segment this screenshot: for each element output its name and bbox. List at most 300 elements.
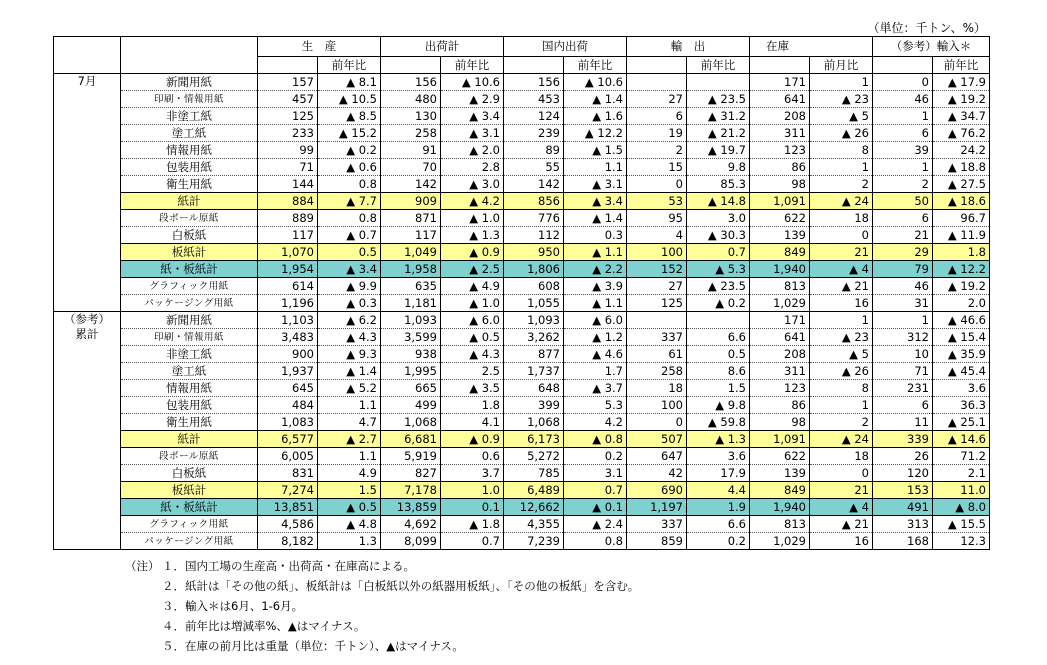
cell-prod-c: ▲ 4.3 xyxy=(318,329,381,346)
cell-inv: 123 xyxy=(750,380,810,397)
cell-imp-c: ▲ 18.8 xyxy=(933,159,990,176)
cell-imp-c: ▲ 15.5 xyxy=(933,516,990,533)
row-label: 塗工紙 xyxy=(121,363,258,380)
cell-imp: 46 xyxy=(873,91,933,108)
cell-exp-c: ▲ 23.5 xyxy=(687,91,750,108)
cell-inv: 849 xyxy=(750,244,810,261)
cell-dom-c: ▲ 0.8 xyxy=(564,431,627,448)
note-text: １．国内工場の生産高・出荷高・在庫高による。 xyxy=(162,559,415,573)
cell-ship-c: ▲ 0.5 xyxy=(441,329,504,346)
header-domestic: 国内出荷 xyxy=(504,37,627,57)
cell-ship: 258 xyxy=(381,125,441,142)
cell-dom: 6,489 xyxy=(504,482,564,499)
cell-inv-c: ▲ 21 xyxy=(810,516,873,533)
cell-prod: 99 xyxy=(258,142,318,159)
cell-imp-c: 36.3 xyxy=(933,397,990,414)
cell-inv: 813 xyxy=(750,278,810,295)
cell-ship-c: ▲ 4.9 xyxy=(441,278,504,295)
cell-imp: 491 xyxy=(873,499,933,516)
row-label: 段ボール原紙 xyxy=(121,210,258,227)
paper-statistics-table xyxy=(53,36,990,550)
cell-ship: 4,692 xyxy=(381,516,441,533)
cell-ship: 635 xyxy=(381,278,441,295)
row-label: 白板紙 xyxy=(121,465,258,482)
cell-ship: 827 xyxy=(381,465,441,482)
cell-exp-c: 8.6 xyxy=(687,363,750,380)
cell-prod-c: 1.1 xyxy=(318,397,381,414)
cell-dom-c: ▲ 3.4 xyxy=(564,193,627,210)
cell-exp-c: ▲ 14.8 xyxy=(687,193,750,210)
cell-imp-c: ▲ 18.6 xyxy=(933,193,990,210)
cell-dom: 856 xyxy=(504,193,564,210)
cell-ship: 7,178 xyxy=(381,482,441,499)
cell-inv-c: ▲ 21 xyxy=(810,278,873,295)
cell-ship: 909 xyxy=(381,193,441,210)
cell-imp: 11 xyxy=(873,414,933,431)
cell-prod: 900 xyxy=(258,346,318,363)
row-label: 新聞用紙 xyxy=(121,74,258,91)
row-label: 印刷・情報用紙 xyxy=(121,91,258,108)
table-row xyxy=(54,261,990,278)
subheader-domestic-yoy: 前年比 xyxy=(564,57,627,74)
cell-dom-c: ▲ 1.5 xyxy=(564,142,627,159)
cell-imp-c: 71.2 xyxy=(933,448,990,465)
table-row xyxy=(54,159,990,176)
cell-prod-c: 4.7 xyxy=(318,414,381,431)
cell-imp-c: ▲ 27.5 xyxy=(933,176,990,193)
cell-exp: 337 xyxy=(627,516,687,533)
cell-exp: 647 xyxy=(627,448,687,465)
cell-prod-c: ▲ 2.7 xyxy=(318,431,381,448)
cell-prod: 4,586 xyxy=(258,516,318,533)
cell-imp: 1 xyxy=(873,159,933,176)
table-row xyxy=(54,210,990,227)
cell-dom-c: 4.2 xyxy=(564,414,627,431)
group-label-line: 累計 xyxy=(75,327,99,341)
note-line xyxy=(125,576,639,596)
cell-exp xyxy=(627,74,687,91)
cell-inv: 171 xyxy=(750,74,810,91)
cell-dom: 950 xyxy=(504,244,564,261)
note-prefix: （注） xyxy=(125,559,160,573)
header-row xyxy=(54,37,990,57)
row-label: グラフィック用紙 xyxy=(121,516,258,533)
cell-exp: 258 xyxy=(627,363,687,380)
cell-exp-c: ▲ 5.3 xyxy=(687,261,750,278)
cell-ship: 142 xyxy=(381,176,441,193)
table-row xyxy=(54,108,990,125)
cell-imp: 21 xyxy=(873,227,933,244)
cell-exp: 100 xyxy=(627,397,687,414)
cell-prod-c: 1.5 xyxy=(318,482,381,499)
cell-imp-c: 2.1 xyxy=(933,465,990,482)
cell-inv: 98 xyxy=(750,414,810,431)
cell-ship-c: 2.5 xyxy=(441,363,504,380)
cell-dom-c: 0.3 xyxy=(564,227,627,244)
cell-exp: 690 xyxy=(627,482,687,499)
cell-exp-c: ▲ 30.3 xyxy=(687,227,750,244)
cell-ship-c: ▲ 2.5 xyxy=(441,261,504,278)
cell-dom: 776 xyxy=(504,210,564,227)
cell-ship-c: ▲ 3.1 xyxy=(441,125,504,142)
cell-exp-c xyxy=(687,74,750,91)
cell-imp-c: ▲ 25.1 xyxy=(933,414,990,431)
cell-prod: 13,851 xyxy=(258,499,318,516)
cell-dom-c: ▲ 1.1 xyxy=(564,244,627,261)
cell-ship-c: ▲ 1.3 xyxy=(441,227,504,244)
cell-prod: 144 xyxy=(258,176,318,193)
row-label: 紙・板紙計 xyxy=(121,261,258,278)
cell-exp: 27 xyxy=(627,278,687,295)
cell-inv: 208 xyxy=(750,108,810,125)
cell-prod-c: ▲ 3.4 xyxy=(318,261,381,278)
row-label: 段ボール原紙 xyxy=(121,448,258,465)
cell-ship-c: 0.1 xyxy=(441,499,504,516)
subheader-blank xyxy=(504,57,564,74)
cell-exp-c: 1.5 xyxy=(687,380,750,397)
cell-prod: 1,954 xyxy=(258,261,318,278)
cell-ship: 8,099 xyxy=(381,533,441,550)
cell-prod: 8,182 xyxy=(258,533,318,550)
header-inventory: 在庫 xyxy=(750,37,873,57)
cell-inv: 1,029 xyxy=(750,533,810,550)
table-row xyxy=(54,125,990,142)
table-row xyxy=(54,91,990,108)
cell-dom: 5,272 xyxy=(504,448,564,465)
table-row xyxy=(54,499,990,516)
table-row xyxy=(54,227,990,244)
cell-imp: 168 xyxy=(873,533,933,550)
cell-ship-c: ▲ 10.6 xyxy=(441,74,504,91)
cell-dom: 877 xyxy=(504,346,564,363)
cell-ship: 6,681 xyxy=(381,431,441,448)
cell-exp: 1,197 xyxy=(627,499,687,516)
table-row xyxy=(54,448,990,465)
note-line xyxy=(125,636,639,656)
row-label: 紙・板紙計 xyxy=(121,499,258,516)
cell-imp: 153 xyxy=(873,482,933,499)
cell-dom-c: 0.7 xyxy=(564,482,627,499)
cell-prod-c: ▲ 5.2 xyxy=(318,380,381,397)
cell-ship-c: ▲ 1.0 xyxy=(441,295,504,312)
note-text: ４．前年比は増減率%、▲はマイナス。 xyxy=(162,619,366,633)
cell-imp: 0 xyxy=(873,74,933,91)
cell-exp: 27 xyxy=(627,91,687,108)
cell-imp: 1 xyxy=(873,108,933,125)
july-group-label xyxy=(54,74,121,312)
row-label: 板紙計 xyxy=(121,244,258,261)
cell-ship-c: ▲ 0.9 xyxy=(441,244,504,261)
cell-inv-c: 16 xyxy=(810,295,873,312)
row-label: 衛生用紙 xyxy=(121,414,258,431)
cell-imp-c: ▲ 14.6 xyxy=(933,431,990,448)
cell-exp: 507 xyxy=(627,431,687,448)
cell-imp-c: ▲ 12.2 xyxy=(933,261,990,278)
cell-dom-c: ▲ 1.2 xyxy=(564,329,627,346)
cell-dom-c: ▲ 1.1 xyxy=(564,295,627,312)
cell-dom: 785 xyxy=(504,465,564,482)
cell-dom-c: ▲ 10.6 xyxy=(564,74,627,91)
cell-ship: 5,919 xyxy=(381,448,441,465)
cell-dom: 124 xyxy=(504,108,564,125)
cell-ship-c: ▲ 3.4 xyxy=(441,108,504,125)
cell-dom: 142 xyxy=(504,176,564,193)
note-text: ５．在庫の前月比は重量（単位：千トン）、▲はマイナス。 xyxy=(162,639,464,653)
cell-prod: 831 xyxy=(258,465,318,482)
cell-imp: 31 xyxy=(873,295,933,312)
cell-exp xyxy=(627,312,687,329)
cell-dom-c: 1.1 xyxy=(564,159,627,176)
cell-prod-c: ▲ 8.5 xyxy=(318,108,381,125)
cell-exp-c: 4.4 xyxy=(687,482,750,499)
cell-imp-c: ▲ 34.7 xyxy=(933,108,990,125)
cell-dom-c: ▲ 6.0 xyxy=(564,312,627,329)
row-label: 包装用紙 xyxy=(121,397,258,414)
cell-exp-c: ▲ 19.7 xyxy=(687,142,750,159)
cell-exp-c: 0.7 xyxy=(687,244,750,261)
subheader-blank xyxy=(258,57,318,74)
cell-inv-c: 18 xyxy=(810,210,873,227)
table-row xyxy=(54,363,990,380)
header-shipments: 出荷計 xyxy=(381,37,504,57)
cell-exp: 6 xyxy=(627,108,687,125)
cell-exp: 2 xyxy=(627,142,687,159)
cell-dom: 608 xyxy=(504,278,564,295)
cell-inv-c: 1 xyxy=(810,159,873,176)
cell-prod: 157 xyxy=(258,74,318,91)
unit-note: （単位：千トン、%） xyxy=(867,21,986,35)
cell-exp-c: ▲ 23.5 xyxy=(687,278,750,295)
cell-inv-c: ▲ 4 xyxy=(810,499,873,516)
note-text: ３．輸入＊は6月、1-6月。 xyxy=(162,599,304,613)
cell-ship-c: ▲ 0.9 xyxy=(441,431,504,448)
cell-dom: 1,093 xyxy=(504,312,564,329)
cell-exp-c: ▲ 59.8 xyxy=(687,414,750,431)
cell-imp-c: ▲ 8.0 xyxy=(933,499,990,516)
cell-dom-c: 1.7 xyxy=(564,363,627,380)
cell-dom-c: ▲ 1.6 xyxy=(564,108,627,125)
cell-ship-c: ▲ 1.8 xyxy=(441,516,504,533)
cell-imp-c: ▲ 35.9 xyxy=(933,346,990,363)
cell-imp-c: 3.6 xyxy=(933,380,990,397)
subheader-blank xyxy=(750,57,810,74)
cell-exp-c: ▲ 9.8 xyxy=(687,397,750,414)
cell-inv: 1,091 xyxy=(750,431,810,448)
note-text: ２．紙計は「その他の紙」、板紙計は「白板紙以外の紙器用板紙」、「その他の板紙」を含む。 xyxy=(162,579,640,593)
table-row xyxy=(54,312,990,329)
cell-inv: 849 xyxy=(750,482,810,499)
cell-inv-c: ▲ 23 xyxy=(810,329,873,346)
cell-prod-c: 4.9 xyxy=(318,465,381,482)
cell-prod: 614 xyxy=(258,278,318,295)
cell-ship-c: 4.1 xyxy=(441,414,504,431)
table-body xyxy=(54,74,990,550)
subheader-blank xyxy=(381,57,441,74)
cell-inv: 1,940 xyxy=(750,261,810,278)
cell-inv-c: ▲ 26 xyxy=(810,363,873,380)
cell-exp: 0 xyxy=(627,176,687,193)
cell-prod-c: 0.8 xyxy=(318,210,381,227)
cell-exp: 337 xyxy=(627,329,687,346)
cell-dom-c: ▲ 12.2 xyxy=(564,125,627,142)
cell-prod-c: 0.5 xyxy=(318,244,381,261)
row-label: 紙計 xyxy=(121,431,258,448)
row-label: 情報用紙 xyxy=(121,142,258,159)
cell-inv: 1,091 xyxy=(750,193,810,210)
cell-inv-c: 8 xyxy=(810,142,873,159)
cell-inv: 641 xyxy=(750,91,810,108)
table-row xyxy=(54,244,990,261)
cell-inv-c: ▲ 24 xyxy=(810,431,873,448)
cell-exp: 100 xyxy=(627,244,687,261)
cell-ship: 1,958 xyxy=(381,261,441,278)
row-label: 衛生用紙 xyxy=(121,176,258,193)
cell-inv: 1,940 xyxy=(750,499,810,516)
cell-prod: 125 xyxy=(258,108,318,125)
cell-ship: 1,995 xyxy=(381,363,441,380)
cell-ship: 480 xyxy=(381,91,441,108)
cell-imp-c: 24.2 xyxy=(933,142,990,159)
cell-imp: 29 xyxy=(873,244,933,261)
subheader-imports-yoy: 前年比 xyxy=(933,57,990,74)
cell-prod-c: ▲ 10.5 xyxy=(318,91,381,108)
cell-ship-c: 0.7 xyxy=(441,533,504,550)
cell-exp: 125 xyxy=(627,295,687,312)
cell-ship: 938 xyxy=(381,346,441,363)
cell-inv-c: ▲ 24 xyxy=(810,193,873,210)
table-row xyxy=(54,431,990,448)
cell-inv-c: 1 xyxy=(810,397,873,414)
cell-dom: 12,662 xyxy=(504,499,564,516)
cell-imp: 6 xyxy=(873,125,933,142)
cell-ship-c: 2.8 xyxy=(441,159,504,176)
cell-prod: 1,083 xyxy=(258,414,318,431)
cell-imp: 39 xyxy=(873,142,933,159)
cell-inv: 311 xyxy=(750,125,810,142)
table-row xyxy=(54,482,990,499)
header-corner-label xyxy=(121,37,258,74)
cell-prod: 7,274 xyxy=(258,482,318,499)
cell-inv: 123 xyxy=(750,142,810,159)
cell-dom-c: ▲ 1.4 xyxy=(564,210,627,227)
cell-ship-c: ▲ 4.3 xyxy=(441,346,504,363)
table-row xyxy=(54,295,990,312)
cell-dom-c: 3.1 xyxy=(564,465,627,482)
cell-dom-c: ▲ 0.1 xyxy=(564,499,627,516)
cell-exp: 859 xyxy=(627,533,687,550)
cell-prod: 71 xyxy=(258,159,318,176)
cell-prod: 1,103 xyxy=(258,312,318,329)
cell-prod: 889 xyxy=(258,210,318,227)
cell-ship: 1,093 xyxy=(381,312,441,329)
cell-ship: 70 xyxy=(381,159,441,176)
cell-prod-c: ▲ 4.8 xyxy=(318,516,381,533)
cell-inv: 1,029 xyxy=(750,295,810,312)
table-row xyxy=(54,278,990,295)
cell-ship: 871 xyxy=(381,210,441,227)
cell-imp: 26 xyxy=(873,448,933,465)
cell-ship: 665 xyxy=(381,380,441,397)
cell-prod-c: ▲ 15.2 xyxy=(318,125,381,142)
cell-dom: 1,068 xyxy=(504,414,564,431)
cell-ship: 156 xyxy=(381,74,441,91)
table-row xyxy=(54,193,990,210)
table-row xyxy=(54,414,990,431)
table-row xyxy=(54,397,990,414)
cell-dom: 6,173 xyxy=(504,431,564,448)
cell-exp-c: ▲ 31.2 xyxy=(687,108,750,125)
cell-prod: 1,196 xyxy=(258,295,318,312)
cell-exp-c xyxy=(687,312,750,329)
subheader-blank xyxy=(873,57,933,74)
cell-dom-c: 5.3 xyxy=(564,397,627,414)
cell-exp-c: 6.6 xyxy=(687,516,750,533)
row-label: 板紙計 xyxy=(121,482,258,499)
table-row xyxy=(54,329,990,346)
cell-imp: 6 xyxy=(873,397,933,414)
row-label: 塗工紙 xyxy=(121,125,258,142)
cell-exp-c: 1.9 xyxy=(687,499,750,516)
cell-inv: 813 xyxy=(750,516,810,533)
cell-dom-c: ▲ 3.7 xyxy=(564,380,627,397)
cell-inv: 622 xyxy=(750,448,810,465)
cell-dom-c: ▲ 3.1 xyxy=(564,176,627,193)
cell-ship-c: 1.8 xyxy=(441,397,504,414)
cell-dom: 4,355 xyxy=(504,516,564,533)
cell-imp-c: 11.0 xyxy=(933,482,990,499)
cell-imp: 1 xyxy=(873,312,933,329)
cell-exp-c: 3.0 xyxy=(687,210,750,227)
cell-dom-c: ▲ 2.4 xyxy=(564,516,627,533)
cell-prod: 884 xyxy=(258,193,318,210)
cell-ship-c: ▲ 4.2 xyxy=(441,193,504,210)
cell-dom-c: 0.2 xyxy=(564,448,627,465)
cell-inv: 641 xyxy=(750,329,810,346)
cell-exp-c: 3.6 xyxy=(687,448,750,465)
cell-prod: 117 xyxy=(258,227,318,244)
cell-exp-c: 9.8 xyxy=(687,159,750,176)
cell-ship-c: ▲ 3.0 xyxy=(441,176,504,193)
cell-dom: 239 xyxy=(504,125,564,142)
cell-prod: 233 xyxy=(258,125,318,142)
cell-exp-c: 85.3 xyxy=(687,176,750,193)
cell-imp-c: 96.7 xyxy=(933,210,990,227)
cell-ship: 1,049 xyxy=(381,244,441,261)
cell-imp: 339 xyxy=(873,431,933,448)
cell-inv-c: 8 xyxy=(810,380,873,397)
cell-imp-c: 2.0 xyxy=(933,295,990,312)
cell-dom-c: ▲ 3.9 xyxy=(564,278,627,295)
cell-imp-c: ▲ 11.9 xyxy=(933,227,990,244)
cell-inv-c: 2 xyxy=(810,176,873,193)
subheader-blank xyxy=(627,57,687,74)
cell-inv-c: 21 xyxy=(810,244,873,261)
cell-inv-c: 2 xyxy=(810,414,873,431)
table-row xyxy=(54,74,990,91)
cell-dom-c: ▲ 1.4 xyxy=(564,91,627,108)
cell-inv: 171 xyxy=(750,312,810,329)
cell-ship-c: ▲ 2.9 xyxy=(441,91,504,108)
cell-imp: 10 xyxy=(873,346,933,363)
cell-prod-c: ▲ 9.3 xyxy=(318,346,381,363)
cell-dom: 1,737 xyxy=(504,363,564,380)
cell-prod-c: ▲ 0.2 xyxy=(318,142,381,159)
cell-exp: 15 xyxy=(627,159,687,176)
cell-imp-c: ▲ 19.2 xyxy=(933,278,990,295)
cell-ship: 117 xyxy=(381,227,441,244)
cell-dom: 1,806 xyxy=(504,261,564,278)
cell-exp-c: ▲ 21.2 xyxy=(687,125,750,142)
